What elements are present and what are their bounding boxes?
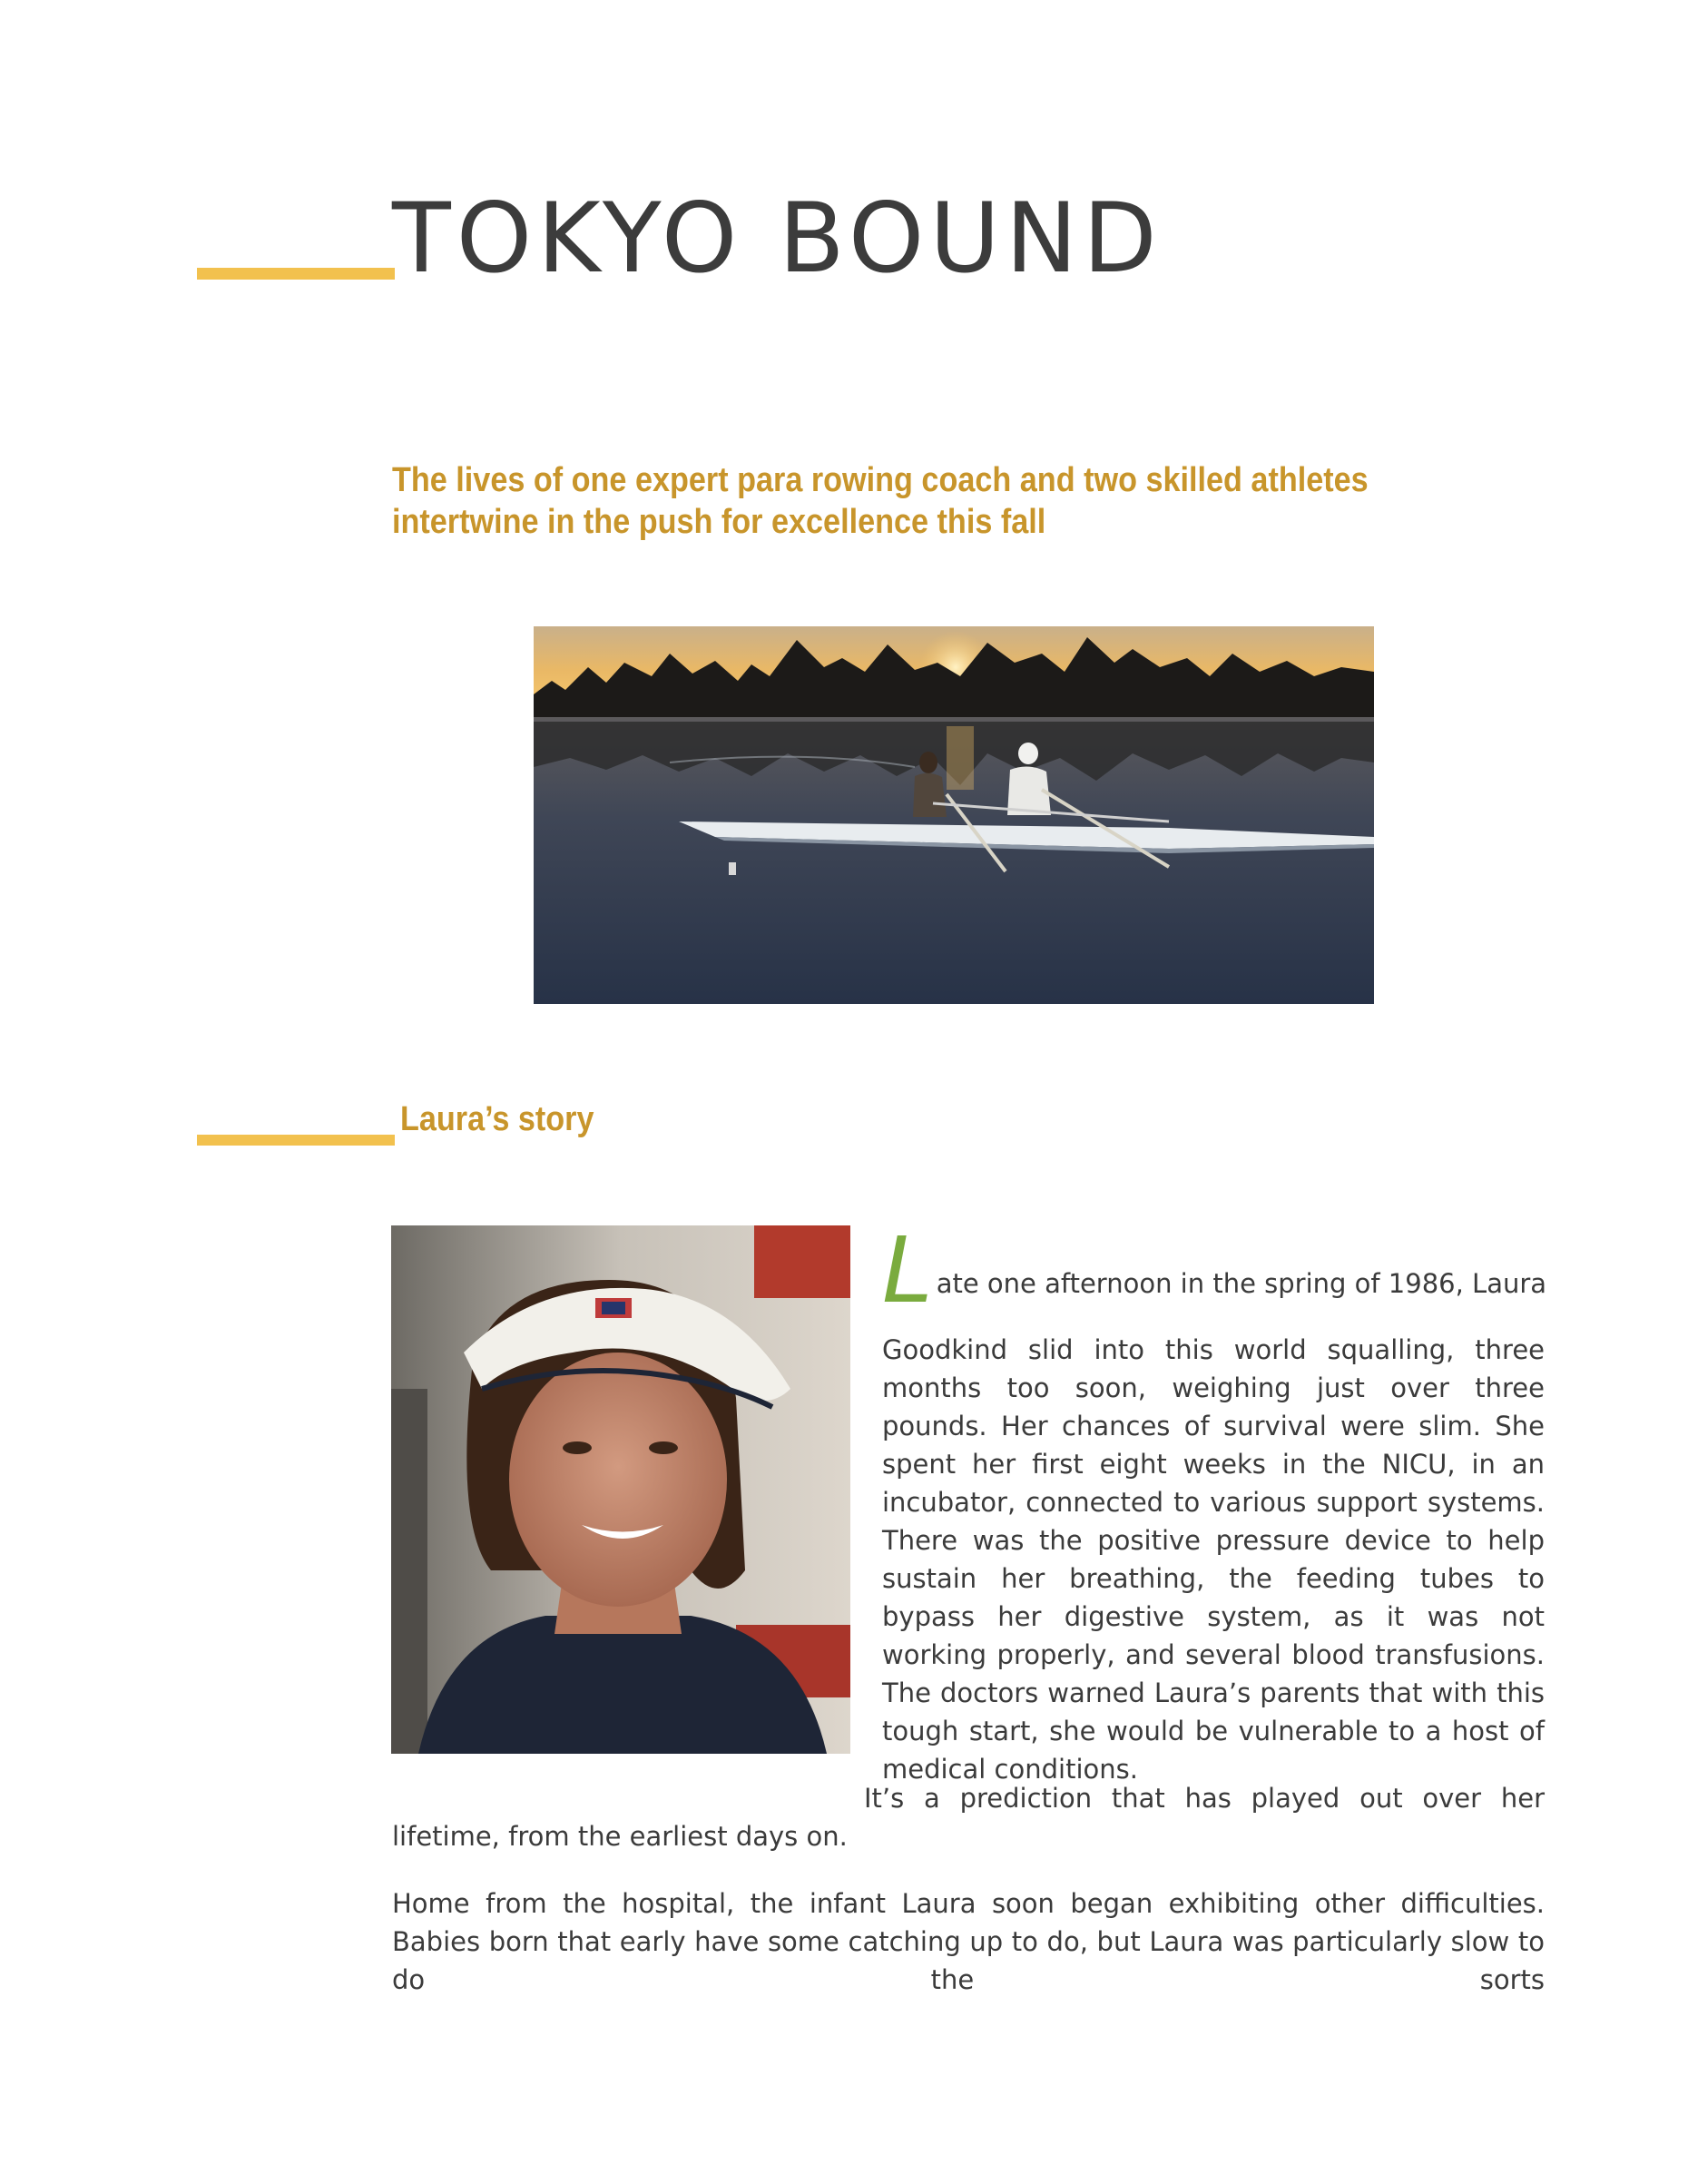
story-paragraph-2: It’s a prediction that has played out over her lifetime, from the earliest days on. [392, 1783, 1545, 1852]
opening-line-text: ate one afternoon in the spring of 1986, Laura [936, 1268, 1547, 1299]
story-paragraph-3: Home from the hospital, the infant Laura soon began exhibiting other difficulties. Babies born that early have some catching up to do, but Laura was particularly slow to do the sorts [392, 1888, 1545, 1995]
title-accent-rule [197, 268, 395, 280]
section-accent-rule [197, 1135, 395, 1146]
page-title: TOKYO BOUND [392, 182, 1163, 294]
rowing-photo [534, 626, 1374, 1004]
section-heading: Laura’s story [400, 1100, 594, 1138]
story-opening-line [882, 1212, 1547, 1323]
article-subtitle: The lives of one expert para rowing coach and two skilled athletes intertwine in the push for excellence this fall [392, 461, 1369, 541]
laura-portrait-photo [391, 1225, 850, 1754]
story-paragraph-1: Goodkind slid into this world squalling, three months too soon, weighing just over three pounds. Her chances of survival were slim. She spent her first eight weeks in the NICU, in an incubator, connected to various support systems. There was the positive pressure device to help sustain her breathing, the feeding tubes to bypass her digestive system, as it was not working properly, and several blood transfusions. The doctors warned Laura’s parents that with this tough start, she would be vulnerable to a host of medical conditions. [882, 1334, 1545, 1785]
drop-cap: L [882, 1217, 933, 1323]
